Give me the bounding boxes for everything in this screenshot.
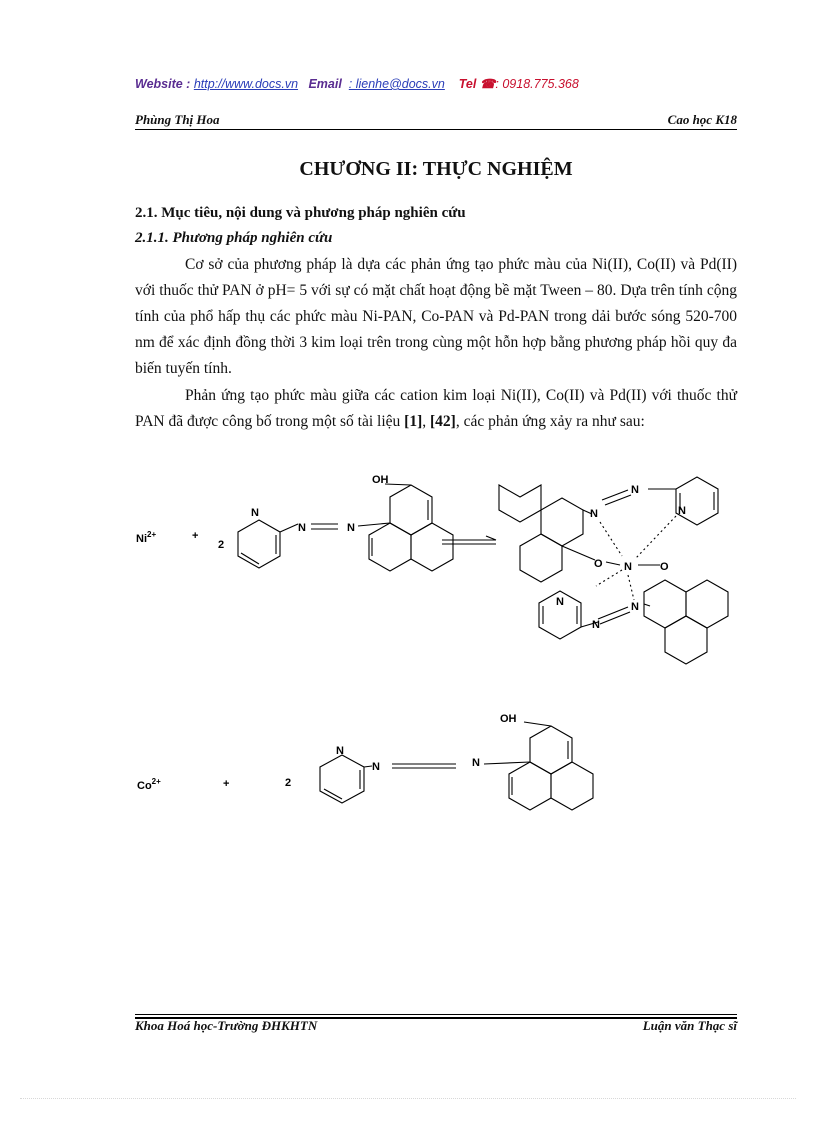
complex-naphthalene-bottom (644, 580, 686, 628)
co-pyridine-n-label: N (336, 745, 344, 757)
complex-pyridine-top (676, 477, 718, 525)
co-oh-label: OH (500, 713, 517, 725)
complex-n-label-4: N (631, 601, 639, 613)
email-link[interactable]: : lienhe@docs.vn (348, 77, 445, 91)
header-author: Phùng Thị Hoa (135, 112, 220, 127)
citation-separator: , (422, 413, 430, 430)
website-label: Website : (135, 77, 191, 91)
coefficient: 2 (218, 539, 225, 551)
paragraph-reaction-part1: Phản ứng tạo phức màu giữa các cation kim loại Ni(II), Co(II) và Pd(II) với thuốc thử PAN đã được công bố trong một số tài liệu (135, 387, 737, 430)
pyridine-n-label: N (251, 507, 259, 519)
citation-1: [1] (404, 413, 423, 430)
co-azo-n-label-1: N (372, 761, 380, 773)
co-pyridine-ring (320, 755, 364, 803)
paragraph-method-text: Cơ sở của phương pháp là dựa các phản ứng tạo phức màu của Ni(II), Co(II) và Pd(II) với thuốc thử PAN ở pH= 5 với sự có mặt chất hoạt động bề mặt Tween – 80. Dựa trên tính cộng tính của phổ hấp thụ các phức màu Ni-PAN, Co-PAN và Pd-PAN trong dải bước sóng 520-700 nm để xác định đồng thời 3 kim loại trên trong cùng một hỗn hợp bằng phương pháp hồi quy đa biến tuyến tính. (135, 256, 737, 377)
naphthalene-ring-b (411, 523, 453, 571)
paragraph-reaction-part2: , các phản ứng xảy ra như sau: (455, 413, 645, 430)
header-course: Cao học K18 (667, 112, 737, 127)
complex-o-label-2: O (660, 561, 669, 573)
oh-label: OH (372, 474, 389, 486)
co-ion: $Co^{2+}$ (137, 777, 161, 792)
plus-sign: + (192, 530, 199, 542)
co-plus-sign: + (223, 778, 230, 790)
phone-label: Tel ☎ (458, 77, 496, 91)
complex-n-label-5: N (592, 619, 600, 631)
website-link[interactable]: http://www.docs.vn (193, 77, 299, 91)
complex-n-label-6: N (556, 596, 564, 608)
section-heading: 2.1. Mục tiêu, nội dung và phương pháp nghiên cứu (135, 205, 466, 221)
complex-n-label-1: N (590, 508, 598, 520)
azo-n-label-1: N (298, 522, 306, 534)
naphthalene-ring-a (390, 485, 432, 535)
co-coefficient: 2 (285, 777, 292, 789)
co-azo-n-label-2: N (472, 757, 480, 769)
citation-42: [42] (430, 413, 456, 430)
pyridine-ring (238, 520, 280, 568)
complex-n-label-2: N (631, 484, 639, 496)
azo-n-label-2: N (347, 522, 355, 534)
reaction-scheme-co (320, 722, 593, 810)
footer-rule (135, 1014, 737, 1015)
chapter-title: CHƯƠNG II: THỰC NGHIỆM (299, 158, 573, 180)
complex-o-label-1: O (594, 558, 603, 570)
email-label: Email (308, 77, 342, 91)
phone-value: : 0918.775.368 (495, 77, 579, 91)
subsection-heading: 2.1.1. Phương pháp nghiên cứu (135, 230, 333, 246)
footer-faculty: Khoa Hoá học-Trường ĐHKHTN (135, 1018, 318, 1033)
co-naphthalene-ring-a (530, 726, 572, 774)
ni-ion: $Ni^{2+}$ (136, 530, 157, 545)
complex-metal-n-label: N (624, 561, 632, 573)
footer-thesis: Luận văn Thạc sĩ (642, 1018, 737, 1033)
complex-n-label-3: N (678, 505, 686, 517)
page-edge-dotted-line (20, 1098, 796, 1099)
complex-naphthalene-top (499, 485, 541, 522)
